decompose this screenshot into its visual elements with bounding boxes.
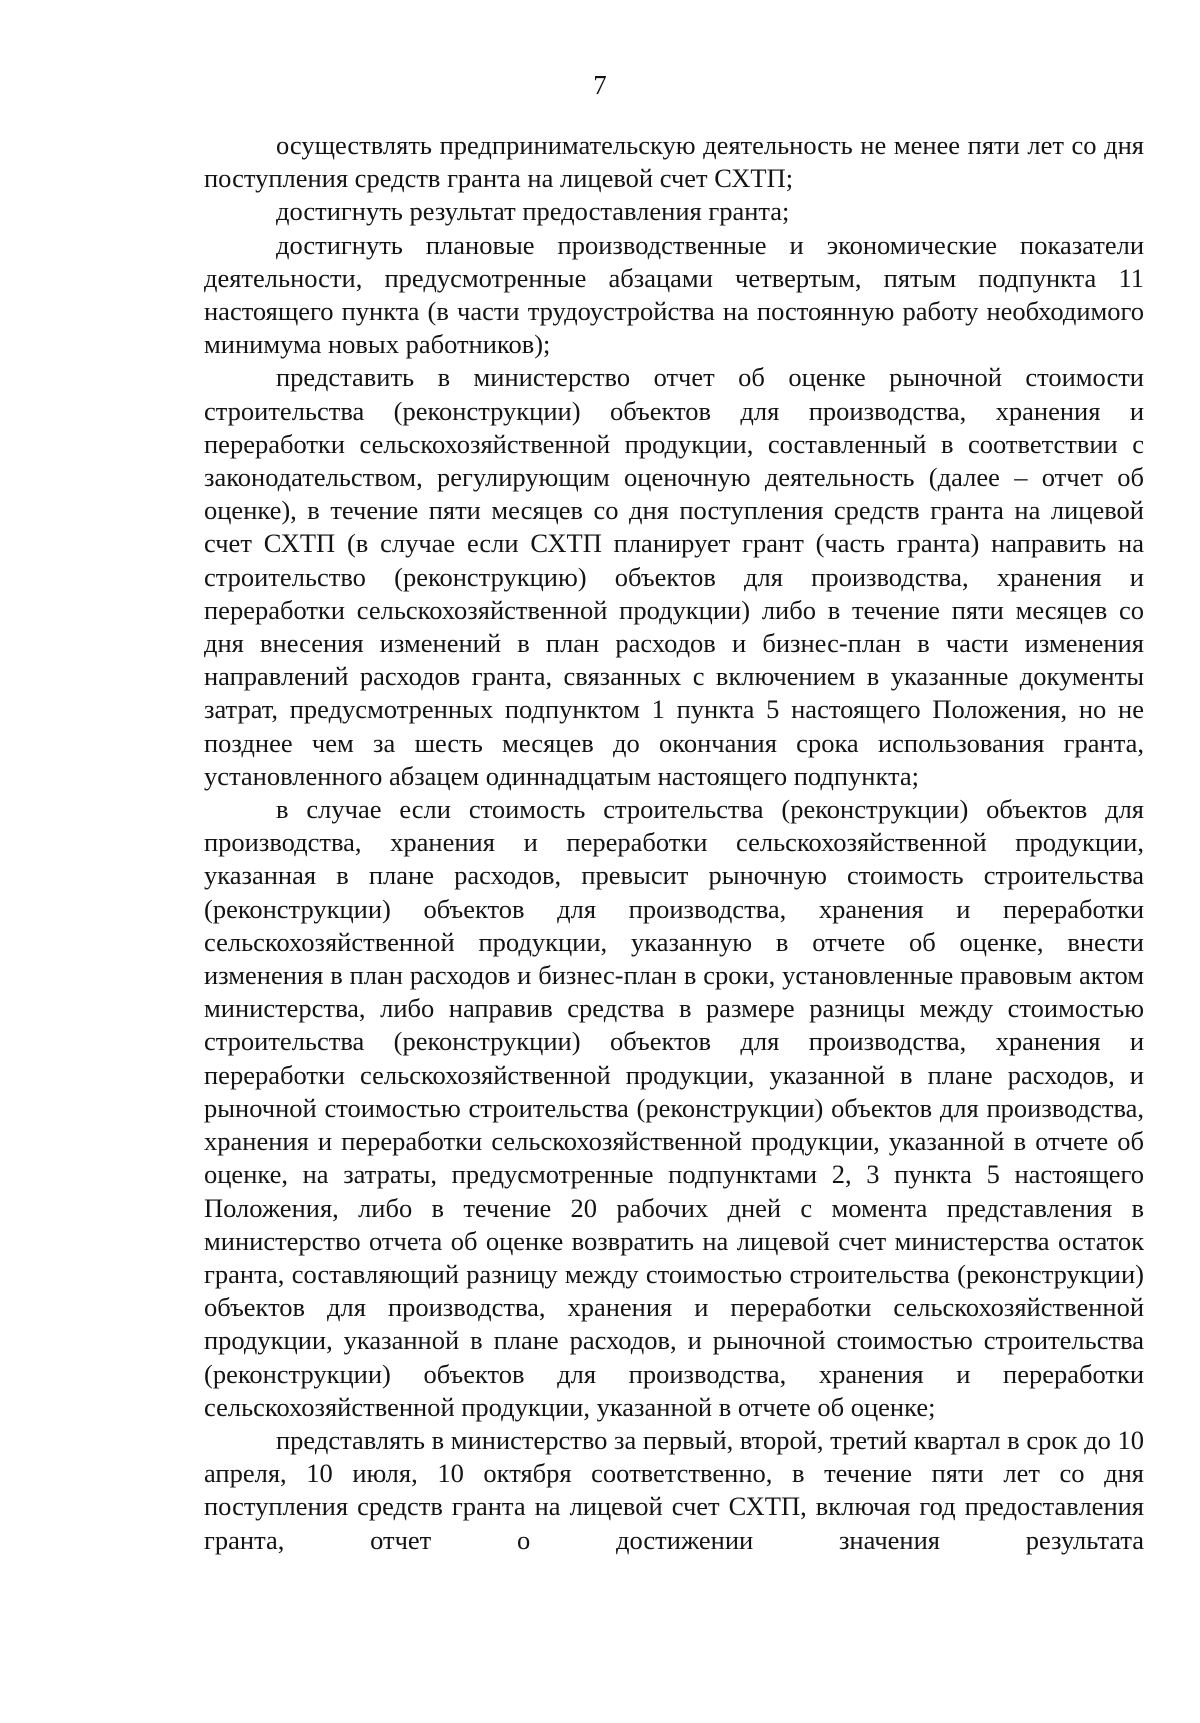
- paragraph-achieve-result: достигнуть результат предоставления гранта;: [276, 196, 790, 227]
- paragraph-planned-indicators: достигнуть плановые производственные и экономические показатели деятельности, предусмотренные абзацами четвертым, пятым подпункта 11 настоящего пункта (в части трудоустройства на постоянную работу необходимого минимума новых работников);: [204, 229, 1144, 360]
- page-number: 7: [593, 70, 607, 100]
- paragraph-obligation-business: осуществлять предпринимательскую деятельность не менее пяти лет со дня поступления средств гранта на лицевой счет СХТП;: [204, 130, 1144, 194]
- paragraph-cost-excess: в случае если стоимость строительства (реконструкции) объектов для производства, хранения и переработки сельскохозяйственной продукции, указанная в плане расходов, превысит рыночную стоимость строительства (реконструкции) объектов для производства, хранения и переработки сельскохозяйственной продукции, указанную в отчете об оценке, внести изменения в план расходов и бизнес-план в сроки, установленные правовым актом министерства, либо направив средства в размере разницы между стоимостью строительства (реконструкции) объектов для производства, хранения и переработки сельскохозяйственной продукции, указанной в плане расходов, и рыночной стоимостью строительства (реконструкции) объектов для производства, хранения и переработки сельскохозяйственной продукции, указанной в отчете об оценке, на затраты, предусмотренные подпунктами 2, 3 пункта 5 настоящего Положения, либо в течение 20 рабочих дней с момента представления в министерство отчета об оценке возвратить на лицевой счет министерства остаток гранта, составляющий разницу между стоимостью строительства (реконструкции) объектов для производства, хранения и переработки сельскохозяйственной продукции, указанной в плане расходов, и рыночной стоимостью строительства (реконструкции) объектов для производства, хранения и переработки сельскохозяйственной продукции, указанной в отчете об оценке;: [204, 794, 1144, 1422]
- paragraph-quarterly-report: представлять в министерство за первый, второй, третий квартал в срок до 10 апреля, 10 июля, 10 октября соответственно, в течение пяти лет со дня поступления средств гранта на лицевой счет СХТП, включая год предоставления гранта, отчет о достижении значения результата: [204, 1424, 1144, 1555]
- paragraph-valuation-report: представить в министерство отчет об оценке рыночной стоимости строительства (реконструкции) объектов для производства, хранения и переработки сельскохозяйственной продукции, составленный в соответствии с законодательством, регулирующим оценочную деятельность (далее – отчет об оценке), в течение пяти месяцев со дня поступления средств гранта на лицевой счет СХТП (в случае если СХТП планирует грант (часть гранта) направить на строительство (реконструкцию) объектов для производства, хранения и переработки сельскохозяйственной продукции) либо в течение пяти месяцев со дня внесения изменений в план расходов и бизнес-план в части изменения направлений расходов гранта, связанных с включением в указанные документы затрат, предусмотренных подпунктом 1 пункта 5 настоящего Положения, но не позднее чем за шесть месяцев до окончания срока использования гранта, установленного абзацем одиннадцатым настоящего подпункта;: [204, 362, 1144, 791]
- document-body: [204, 129, 1144, 1557]
